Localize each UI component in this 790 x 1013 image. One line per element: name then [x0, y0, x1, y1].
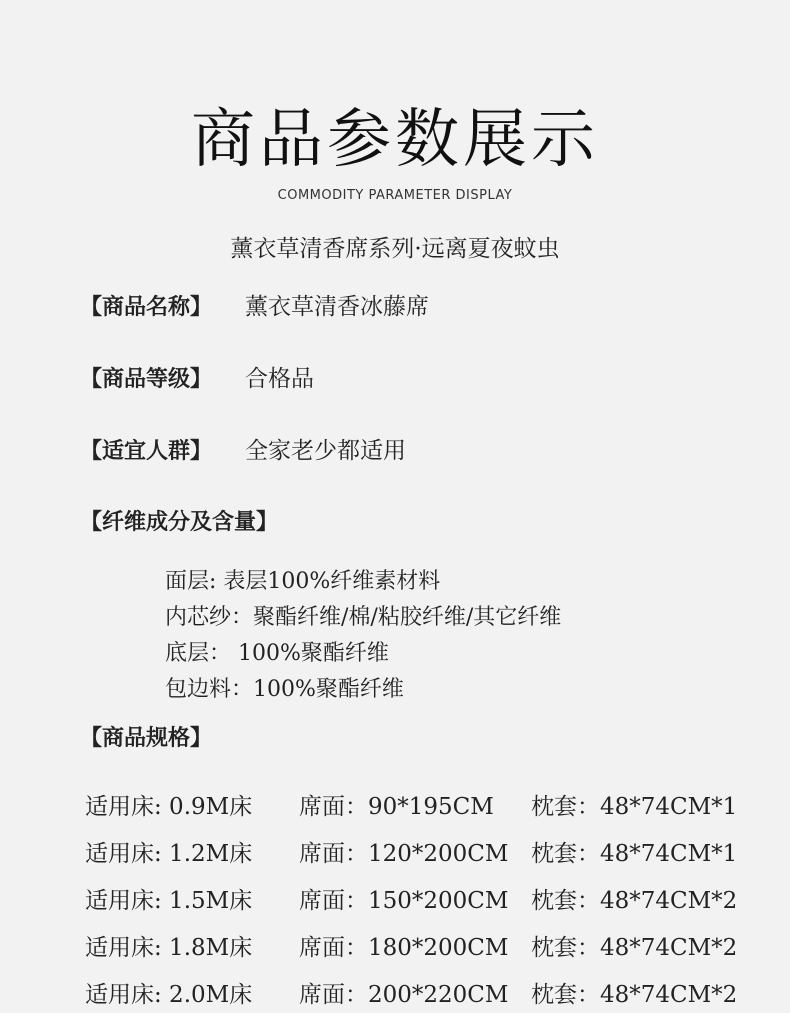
spec-mat-size: 席面：90*195CM [299, 794, 494, 820]
spec-row [85, 835, 745, 865]
spec-bed: 适用床: 1.2M床 [85, 841, 253, 867]
spec-row [85, 788, 745, 818]
spec-row [85, 882, 745, 912]
spec-bed: 适用床: 1.8M床 [85, 935, 253, 961]
param-value: 全家老少都适用 [245, 438, 406, 464]
fiber-line: 面层: 表层100%纤维素材料 [165, 569, 441, 594]
param-row-audience [80, 432, 406, 465]
spec-pillowcase: 枕套：48*74CM*2 [531, 888, 738, 914]
param-label: 【适宜人群】 [80, 439, 213, 464]
page-subtitle-chinese: 薰衣草清香席系列·远离夏夜蚊虫 [230, 236, 560, 262]
param-value: 合格品 [245, 366, 314, 392]
spec-section-heading: 【商品规格】 [80, 726, 213, 751]
param-value: 薰衣草清香冰藤席 [245, 294, 429, 320]
param-label: 【商品名称】 [80, 295, 213, 320]
spec-bed: 适用床: 2.0M床 [85, 982, 253, 1008]
spec-bed: 适用床: 0.9M床 [85, 794, 253, 820]
spec-row [85, 976, 745, 1006]
spec-mat-size: 席面：150*200CM [299, 888, 509, 914]
param-row-grade [80, 360, 314, 393]
spec-bed: 适用床: 1.5M床 [85, 888, 253, 914]
fiber-line: 底层： 100%聚酯纤维 [165, 641, 389, 666]
spec-mat-size: 席面：180*200CM [299, 935, 509, 961]
spec-pillowcase: 枕套：48*74CM*1 [531, 841, 738, 867]
page-title: 商品参数展示 [191, 103, 599, 177]
spec-mat-size: 席面：120*200CM [299, 841, 509, 867]
fiber-section-heading: 【纤维成分及含量】 [80, 510, 279, 535]
spec-row [85, 929, 745, 959]
spec-mat-size: 席面：200*220CM [299, 982, 509, 1008]
spec-pillowcase: 枕套：48*74CM*2 [531, 935, 738, 961]
page-subtitle-english: COMMODITY PARAMETER DISPLAY [277, 188, 513, 203]
param-row-product-name [80, 288, 429, 321]
spec-pillowcase: 枕套：48*74CM*2 [531, 982, 738, 1008]
fiber-line: 包边料：100%聚酯纤维 [165, 677, 404, 702]
param-label: 【商品等级】 [80, 367, 213, 392]
fiber-line: 内芯纱：聚酯纤维/棉/粘胶纤维/其它纤维 [165, 605, 562, 630]
spec-pillowcase: 枕套：48*74CM*1 [531, 794, 738, 820]
